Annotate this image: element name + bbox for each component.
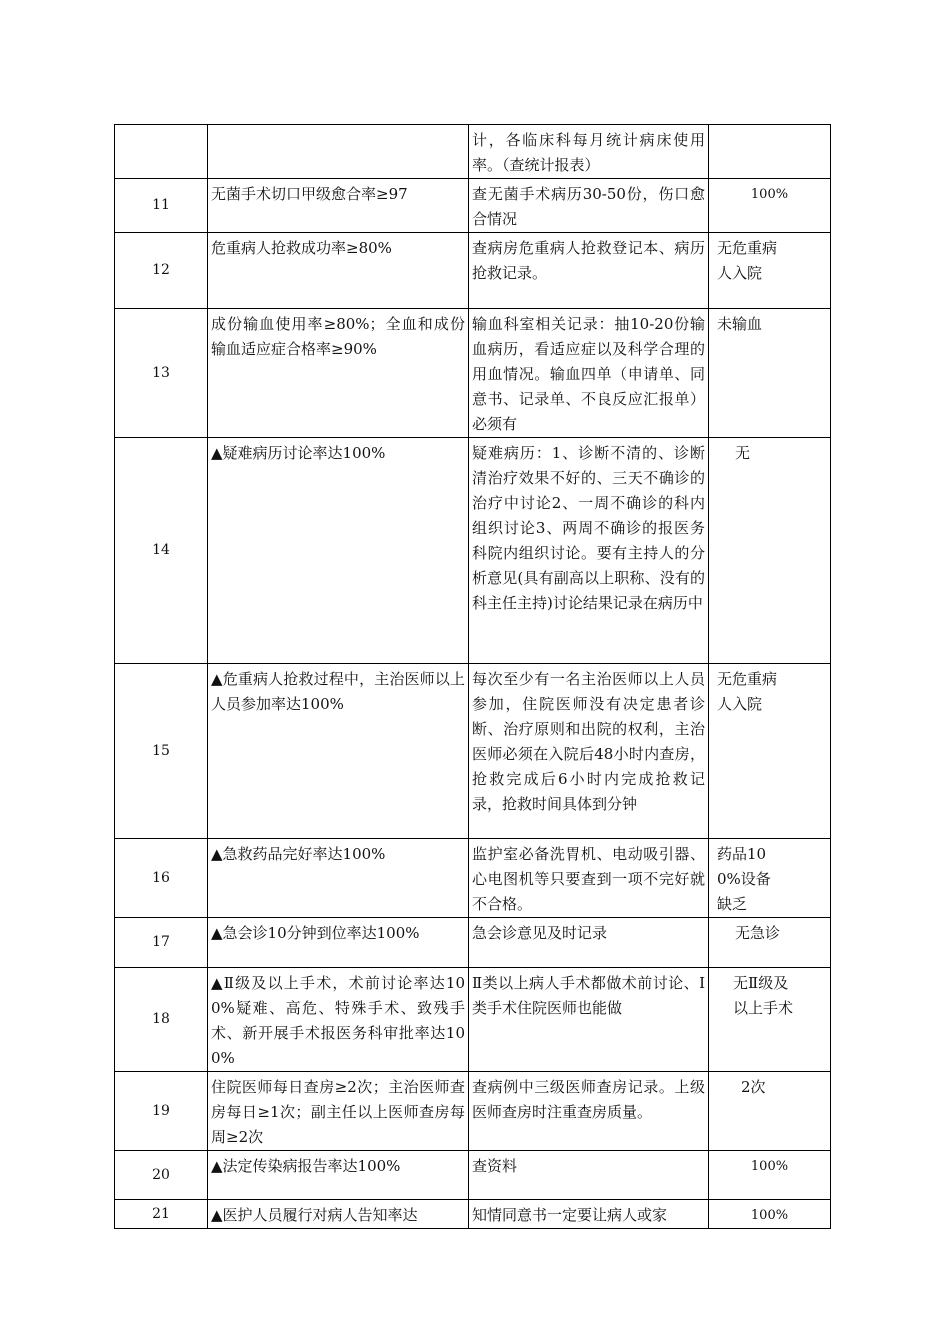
check-method: 查无菌手术病历30-50份，伤口愈合情况 [469, 179, 709, 233]
check-item: 危重病人抢救成功率≥80% [208, 233, 469, 309]
check-result: 100% [709, 1200, 831, 1229]
check-method: 疑难病历：1、诊断不清的、诊断清治疗效果不好的、三天不确诊的治疗中讨论2、一周不确诊的科内组织讨论3、两周不确诊的报医务科院内组织讨论。要有主持人的分析意见(具有副高以上职称、没有的科主任主持)讨论结果记录在病历中 [469, 438, 709, 664]
check-item: ▲法定传染病报告率达100% [208, 1151, 469, 1200]
row-number [115, 125, 208, 179]
check-item: ▲危重病人抢救过程中，主治医师以上人员参加率达100% [208, 664, 469, 839]
check-item: ▲急会诊10分钟到位率达100% [208, 918, 469, 968]
check-result [709, 125, 831, 179]
table-row [115, 839, 831, 918]
check-method: 查病例中三级医师查房记录。上级医师查房时注重查房质量。 [469, 1072, 709, 1151]
check-result: 无危重病人入院 [709, 664, 831, 839]
check-item: ▲疑难病历讨论率达100% [208, 438, 469, 664]
table-row [115, 309, 831, 438]
table-row [115, 968, 831, 1072]
row-number: 14 [115, 438, 208, 664]
row-number: 17 [115, 918, 208, 968]
table-row [115, 1151, 831, 1200]
row-number: 12 [115, 233, 208, 309]
check-result: 2次 [709, 1072, 831, 1151]
table-row [115, 179, 831, 233]
row-number: 13 [115, 309, 208, 438]
check-method: 查资料 [469, 1151, 709, 1200]
check-item: ▲医护人员履行对病人告知率达 [208, 1200, 469, 1229]
check-method: 知情同意书一定要让病人或家 [469, 1200, 709, 1229]
check-method: Ⅱ类以上病人手术都做术前讨论、Ⅰ类手术住院医师也能做 [469, 968, 709, 1072]
check-item: 住院医师每日查房≥2次；主治医师查房每日≥1次；副主任以上医师查房每周≥2次 [208, 1072, 469, 1151]
check-method: 输血科室相关记录：抽10-20份输血病历，看适应症以及科学合理的用血情况。输血四单（申请单、同意书、记录单、不良反应汇报单）必须有 [469, 309, 709, 438]
check-method: 急会诊意见及时记录 [469, 918, 709, 968]
check-item: ▲急救药品完好率达100% [208, 839, 469, 918]
check-result: 100% [709, 1151, 831, 1200]
check-result: 无 [709, 438, 831, 664]
table-row [115, 918, 831, 968]
check-result: 药品100%设备缺乏 [709, 839, 831, 918]
check-result: 无急诊 [709, 918, 831, 968]
check-method: 计，各临床科每月统计病床使用率。（查统计报表） [469, 125, 709, 179]
row-number: 16 [115, 839, 208, 918]
assessment-table [114, 124, 831, 1229]
table-row [115, 438, 831, 664]
table-row [115, 1200, 831, 1229]
row-number: 21 [115, 1200, 208, 1229]
check-result: 无Ⅱ级及以上手术 [709, 968, 831, 1072]
check-item: ▲Ⅱ级及以上手术，术前讨论率达100%疑难、高危、特殊手术、致残手术、新开展手术报医务科审批率达100% [208, 968, 469, 1072]
check-method: 监护室必备洗胃机、电动吸引器、心电图机等只要查到一项不完好就不合格。 [469, 839, 709, 918]
check-method: 每次至少有一名主治医师以上人员参加，住院医师没有决定患者诊断、治疗原则和出院的权利，主治医师必须在入院后48小时内查房，抢救完成后6小时内完成抢救记录，抢救时间具体到分钟 [469, 664, 709, 839]
table-row [115, 125, 831, 179]
table-row [115, 233, 831, 309]
row-number: 19 [115, 1072, 208, 1151]
check-result: 无危重病人入院 [709, 233, 831, 309]
row-number: 15 [115, 664, 208, 839]
row-number: 11 [115, 179, 208, 233]
check-result: 未输血 [709, 309, 831, 438]
row-number: 18 [115, 968, 208, 1072]
check-item [208, 125, 469, 179]
table-row [115, 1072, 831, 1151]
check-method: 查病房危重病人抢救登记本、病历抢救记录。 [469, 233, 709, 309]
check-result: 100% [709, 179, 831, 233]
table-row [115, 664, 831, 839]
check-item: 无菌手术切口甲级愈合率≥97 [208, 179, 469, 233]
row-number: 20 [115, 1151, 208, 1200]
check-item: 成份输血使用率≥80%；全血和成份输血适应症合格率≥90% [208, 309, 469, 438]
